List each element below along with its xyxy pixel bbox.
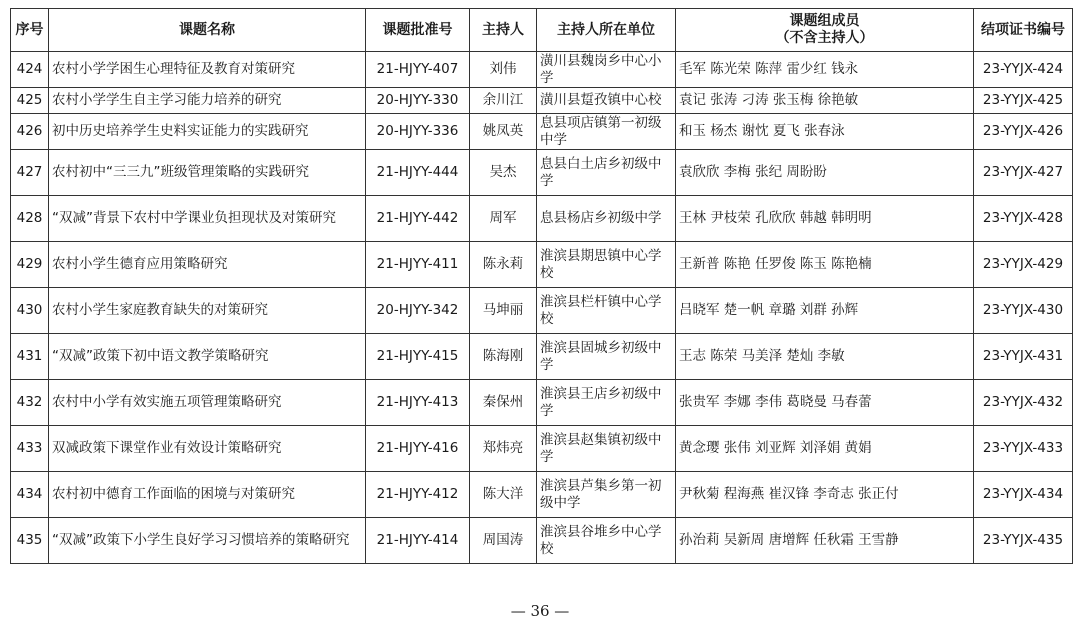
cell-cert: 23-YYJX-432 xyxy=(974,380,1073,426)
cell-approval: 21-HJYY-444 xyxy=(366,150,470,196)
cell-title: 农村初中德育工作面临的困境与对策研究 xyxy=(49,472,366,518)
cell-seq: 431 xyxy=(11,334,49,380)
cell-cert: 23-YYJX-431 xyxy=(974,334,1073,380)
cell-unit: 淮滨县赵集镇初级中学 xyxy=(537,426,676,472)
cell-title: 农村小学生德育应用策略研究 xyxy=(49,242,366,288)
cell-seq: 432 xyxy=(11,380,49,426)
project-table xyxy=(10,8,1073,564)
cell-title: “双减”政策下小学生良好学习习惯培养的策略研究 xyxy=(49,518,366,564)
cell-unit: 淮滨县期思镇中心学校 xyxy=(537,242,676,288)
cell-host: 余川江 xyxy=(470,88,537,114)
cell-unit: 息县杨店乡初级中学 xyxy=(537,196,676,242)
cell-approval: 21-HJYY-412 xyxy=(366,472,470,518)
cell-seq: 428 xyxy=(11,196,49,242)
cell-host: 秦保州 xyxy=(470,380,537,426)
cell-host: 刘伟 xyxy=(470,52,537,88)
cell-title: 农村初中“三三九”班级管理策略的实践研究 xyxy=(49,150,366,196)
header-members-line1: 课题组成员 xyxy=(789,13,860,29)
cell-title: “双减”背景下农村中学课业负担现状及对策研究 xyxy=(49,196,366,242)
cell-members: 王志 陈荣 马美泽 楚灿 李敏 xyxy=(676,334,974,380)
cell-approval: 20-HJYY-342 xyxy=(366,288,470,334)
cell-approval: 21-HJYY-416 xyxy=(366,426,470,472)
cell-title: 农村中小学有效实施五项管理策略研究 xyxy=(49,380,366,426)
cell-cert: 23-YYJX-426 xyxy=(974,114,1073,150)
cell-unit: 息县项店镇第一初级中学 xyxy=(537,114,676,150)
cell-title: 农村小学生家庭教育缺失的对策研究 xyxy=(49,288,366,334)
cell-members: 孙治莉 吴新周 唐增辉 任秋霜 王雪静 xyxy=(676,518,974,564)
cell-cert: 23-YYJX-428 xyxy=(974,196,1073,242)
cell-approval: 21-HJYY-411 xyxy=(366,242,470,288)
cell-host: 周国涛 xyxy=(470,518,537,564)
cell-approval: 21-HJYY-407 xyxy=(366,52,470,88)
cell-cert: 23-YYJX-433 xyxy=(974,426,1073,472)
cell-unit: 淮滨县芦集乡第一初级中学 xyxy=(537,472,676,518)
header-seq: 序号 xyxy=(11,9,49,52)
page-number: — 36 — xyxy=(510,602,570,620)
header-host: 主持人 xyxy=(470,9,537,52)
cell-unit: 潢川县踅孜镇中心校 xyxy=(537,88,676,114)
cell-title: 初中历史培养学生史料实证能力的实践研究 xyxy=(49,114,366,150)
header-members-line2: （不含主持人） xyxy=(775,30,874,46)
header-members xyxy=(676,9,974,52)
table-row xyxy=(11,88,1073,114)
cell-seq: 433 xyxy=(11,426,49,472)
cell-title: “双减”政策下初中语文教学策略研究 xyxy=(49,334,366,380)
header-unit: 主持人所在单位 xyxy=(537,9,676,52)
cell-members: 和玉 杨杰 谢忱 夏飞 张春泳 xyxy=(676,114,974,150)
cell-unit: 潢川县魏岗乡中心小学 xyxy=(537,52,676,88)
table-row xyxy=(11,518,1073,564)
cell-unit: 息县白土店乡初级中学 xyxy=(537,150,676,196)
cell-approval: 21-HJYY-414 xyxy=(366,518,470,564)
cell-cert: 23-YYJX-435 xyxy=(974,518,1073,564)
table-row xyxy=(11,380,1073,426)
cell-seq: 429 xyxy=(11,242,49,288)
cell-seq: 435 xyxy=(11,518,49,564)
cell-host: 陈大洋 xyxy=(470,472,537,518)
cell-host: 吴杰 xyxy=(470,150,537,196)
cell-members: 袁记 张涛 刁涛 张玉梅 徐艳敏 xyxy=(676,88,974,114)
cell-approval: 21-HJYY-413 xyxy=(366,380,470,426)
cell-seq: 434 xyxy=(11,472,49,518)
cell-unit: 淮滨县栏杆镇中心学校 xyxy=(537,288,676,334)
cell-cert: 23-YYJX-430 xyxy=(974,288,1073,334)
cell-cert: 23-YYJX-429 xyxy=(974,242,1073,288)
table-row xyxy=(11,472,1073,518)
table-row xyxy=(11,242,1073,288)
header-cert: 结项证书编号 xyxy=(974,9,1073,52)
cell-members: 黄念璎 张伟 刘亚辉 刘泽娟 黄娟 xyxy=(676,426,974,472)
cell-seq: 425 xyxy=(11,88,49,114)
cell-cert: 23-YYJX-425 xyxy=(974,88,1073,114)
table-row xyxy=(11,150,1073,196)
cell-title: 双减政策下课堂作业有效设计策略研究 xyxy=(49,426,366,472)
cell-members: 张贵军 李娜 李伟 葛晓曼 马春蕾 xyxy=(676,380,974,426)
table-row xyxy=(11,196,1073,242)
cell-host: 陈海刚 xyxy=(470,334,537,380)
header-approval: 课题批准号 xyxy=(366,9,470,52)
table-row xyxy=(11,52,1073,88)
cell-members: 尹秋菊 程海燕 崔汉锋 李奇志 张正付 xyxy=(676,472,974,518)
cell-unit: 淮滨县谷堆乡中心学校 xyxy=(537,518,676,564)
cell-host: 周军 xyxy=(470,196,537,242)
cell-cert: 23-YYJX-434 xyxy=(974,472,1073,518)
cell-seq: 424 xyxy=(11,52,49,88)
cell-host: 郑炜亮 xyxy=(470,426,537,472)
cell-cert: 23-YYJX-424 xyxy=(974,52,1073,88)
cell-host: 陈永莉 xyxy=(470,242,537,288)
table-row xyxy=(11,288,1073,334)
header-row xyxy=(11,9,1073,52)
cell-members: 吕晓军 楚一帆 章璐 刘群 孙辉 xyxy=(676,288,974,334)
table-row xyxy=(11,334,1073,380)
cell-title: 农村小学学困生心理特征及教育对策研究 xyxy=(49,52,366,88)
cell-approval: 21-HJYY-442 xyxy=(366,196,470,242)
cell-host: 姚凤英 xyxy=(470,114,537,150)
cell-seq: 426 xyxy=(11,114,49,150)
cell-approval: 21-HJYY-415 xyxy=(366,334,470,380)
header-title: 课题名称 xyxy=(49,9,366,52)
cell-approval: 20-HJYY-336 xyxy=(366,114,470,150)
cell-seq: 427 xyxy=(11,150,49,196)
table-row xyxy=(11,426,1073,472)
cell-unit: 淮滨县王店乡初级中学 xyxy=(537,380,676,426)
cell-members: 毛军 陈光荣 陈萍 雷少红 钱永 xyxy=(676,52,974,88)
cell-members: 王林 尹枝荣 孔欣欣 韩越 韩明明 xyxy=(676,196,974,242)
cell-members: 袁欣欣 李梅 张纪 周盼盼 xyxy=(676,150,974,196)
cell-title: 农村小学学生自主学习能力培养的研究 xyxy=(49,88,366,114)
cell-members: 王新普 陈艳 任罗俊 陈玉 陈艳楠 xyxy=(676,242,974,288)
table-row xyxy=(11,114,1073,150)
cell-unit: 淮滨县固城乡初级中学 xyxy=(537,334,676,380)
cell-host: 马坤丽 xyxy=(470,288,537,334)
cell-approval: 20-HJYY-330 xyxy=(366,88,470,114)
cell-cert: 23-YYJX-427 xyxy=(974,150,1073,196)
cell-seq: 430 xyxy=(11,288,49,334)
